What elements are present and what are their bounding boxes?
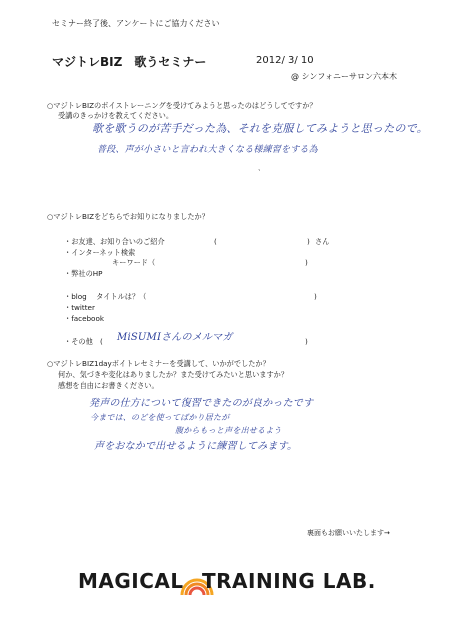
q1-subtext: 受講のきっかけを教えてください。 [58, 111, 174, 120]
option-other: ・その他 ( [64, 337, 103, 346]
reverse-side-note: 裏面もお願いいたします→ [307, 529, 390, 537]
q3-question: ○マジトレBIZ1dayボイトレセミナーを受講して、いかがでしたか？ [47, 359, 270, 368]
q3-subtext-2: 感想を自由にお書きください。 [58, 381, 159, 390]
blog-paren-close: ) [314, 292, 317, 301]
friend-paren-close: ) [307, 237, 310, 246]
logo-text-magical: MAGICAL [78, 569, 184, 593]
keyword-paren-close: ) [305, 258, 308, 267]
seminar-date: 2012/ 3/ 10 [256, 55, 314, 66]
q3-answer-line2: 今までは、のどを使ってばかり居たが [90, 413, 230, 422]
option-company-hp: ・弊社のHP [64, 269, 103, 278]
option-facebook: ・facebook [64, 314, 105, 323]
q3-answer-line3: 腹からもっと声を出せるよう [175, 426, 282, 435]
option-blog: ・blog タイトルは？（ [64, 292, 147, 301]
option-twitter: ・twitter [64, 303, 95, 312]
q1-answer-line1: 歌を歌うのが苦手だった為、それを克服してみようと思ったので。 [92, 122, 428, 135]
q1-question: ○マジトレBIZのボイストレーニングを受けてみようと思ったのはどうしてですか？ [47, 101, 317, 110]
magical-training-lab-logo [78, 569, 378, 599]
other-paren-close: ) [305, 337, 308, 346]
q3-subtext-1: 何か、気づきや変化はありましたか？また受けてみたいと思いますか？ [58, 370, 289, 379]
friend-suffix-san: さん [315, 237, 330, 246]
option-friend-referral: ・お友達、お知り合いのご紹介 [64, 237, 165, 246]
q3-answer-line4: 声をおなかで出せるように練習してみます。 [94, 441, 298, 452]
seminar-venue: @ シンフォニーサロン六本木 [291, 72, 397, 81]
keyword-label: キーワード（ [112, 258, 156, 267]
survey-header: セミナー終了後、アンケートにご協力ください [52, 19, 220, 28]
q1-answer-line2: 普段、声が小さいと言われ大きくなる様練習をする為 [97, 145, 318, 155]
stray-mark: 、 [258, 164, 265, 172]
other-answer: MiSUMIさんのメルマガ [117, 332, 233, 343]
q3-answer-line1: 発声の仕方について復習できたのが良かったです [89, 398, 314, 409]
logo-text-training-lab: TRAINING LAB. [202, 569, 376, 593]
option-internet-search: ・インターネット検索 [64, 248, 136, 257]
seminar-title: マジトレBIZ 歌うセミナー [52, 55, 207, 69]
friend-paren-open: ( [214, 237, 217, 246]
q2-question: ○マジトレBIZをどちらでお知りになりましたか？ [47, 212, 209, 221]
